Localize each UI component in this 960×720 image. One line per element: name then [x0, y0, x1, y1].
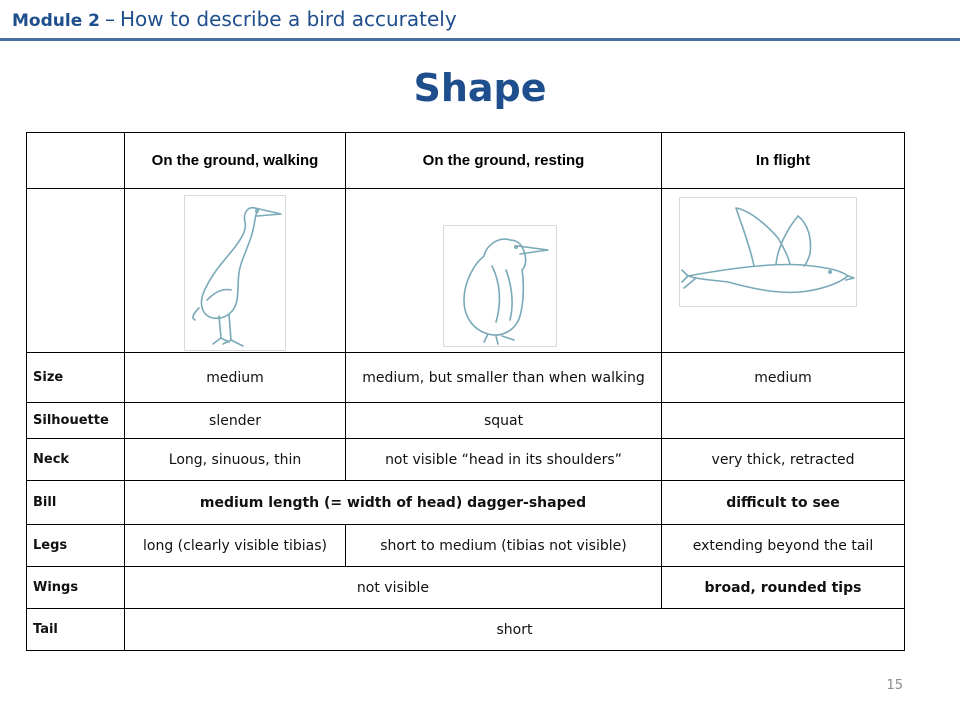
header-rule: [0, 38, 960, 41]
table-row: [27, 403, 905, 439]
cell-neck-flight: very thick, retracted: [662, 439, 905, 481]
cell-size-resting: medium, but smaller than when walking: [346, 353, 662, 403]
row-label-neck: Neck: [27, 439, 125, 481]
cell-legs-walking: long (clearly visible tibias): [125, 525, 346, 567]
table-row: [27, 609, 905, 651]
walking-illustration-cell: [125, 189, 346, 353]
column-header-flight: In flight: [662, 133, 905, 189]
cell-silhouette-flight: [662, 403, 905, 439]
slide-header: [12, 7, 457, 37]
row-label-wings: Wings: [27, 567, 125, 609]
table-row: [27, 353, 905, 403]
header-title: How to describe a bird accurately: [119, 7, 457, 31]
shape-table: [26, 132, 905, 651]
module-label: Module 2: [12, 11, 100, 31]
resting-illustration-cell: [346, 189, 662, 353]
cell-size-walking: medium: [125, 353, 346, 403]
column-header-walking: On the ground, walking: [125, 133, 346, 189]
table-row: [27, 481, 905, 525]
cell-legs-flight: extending beyond the tail: [662, 525, 905, 567]
illustration-row: [27, 189, 905, 353]
header-empty-cell: [27, 133, 125, 189]
cell-legs-resting: short to medium (tibias not visible): [346, 525, 662, 567]
bird-walking-image: [184, 195, 286, 351]
cell-bill-flight: difficult to see: [662, 481, 905, 525]
row-label-legs: Legs: [27, 525, 125, 567]
table-header-row: [27, 133, 905, 189]
cell-wings-ground: not visible: [125, 567, 662, 609]
cell-neck-walking: Long, sinuous, thin: [125, 439, 346, 481]
row-label-size: Size: [27, 353, 125, 403]
table-row: [27, 439, 905, 481]
row-label-silhouette: Silhouette: [27, 403, 125, 439]
page-number: 15: [886, 678, 903, 693]
cell-silhouette-resting: squat: [346, 403, 662, 439]
illustration-empty-cell: [27, 189, 125, 353]
cell-wings-flight: broad, rounded tips: [662, 567, 905, 609]
bird-resting-image: [443, 225, 557, 347]
column-header-resting: On the ground, resting: [346, 133, 662, 189]
cell-bill-ground: medium length (= width of head) dagger-shaped: [125, 481, 662, 525]
cell-tail-all: short: [125, 609, 905, 651]
bird-flying-image: [679, 197, 857, 307]
slide-title: Shape: [413, 66, 547, 110]
flight-illustration-cell: [662, 189, 905, 353]
cell-silhouette-walking: slender: [125, 403, 346, 439]
cell-size-flight: medium: [662, 353, 905, 403]
row-label-tail: Tail: [27, 609, 125, 651]
row-label-bill: Bill: [27, 481, 125, 525]
header-dash: –: [104, 7, 115, 31]
table-row: [27, 525, 905, 567]
table-row: [27, 567, 905, 609]
cell-neck-resting: not visible “head in its shoulders”: [346, 439, 662, 481]
